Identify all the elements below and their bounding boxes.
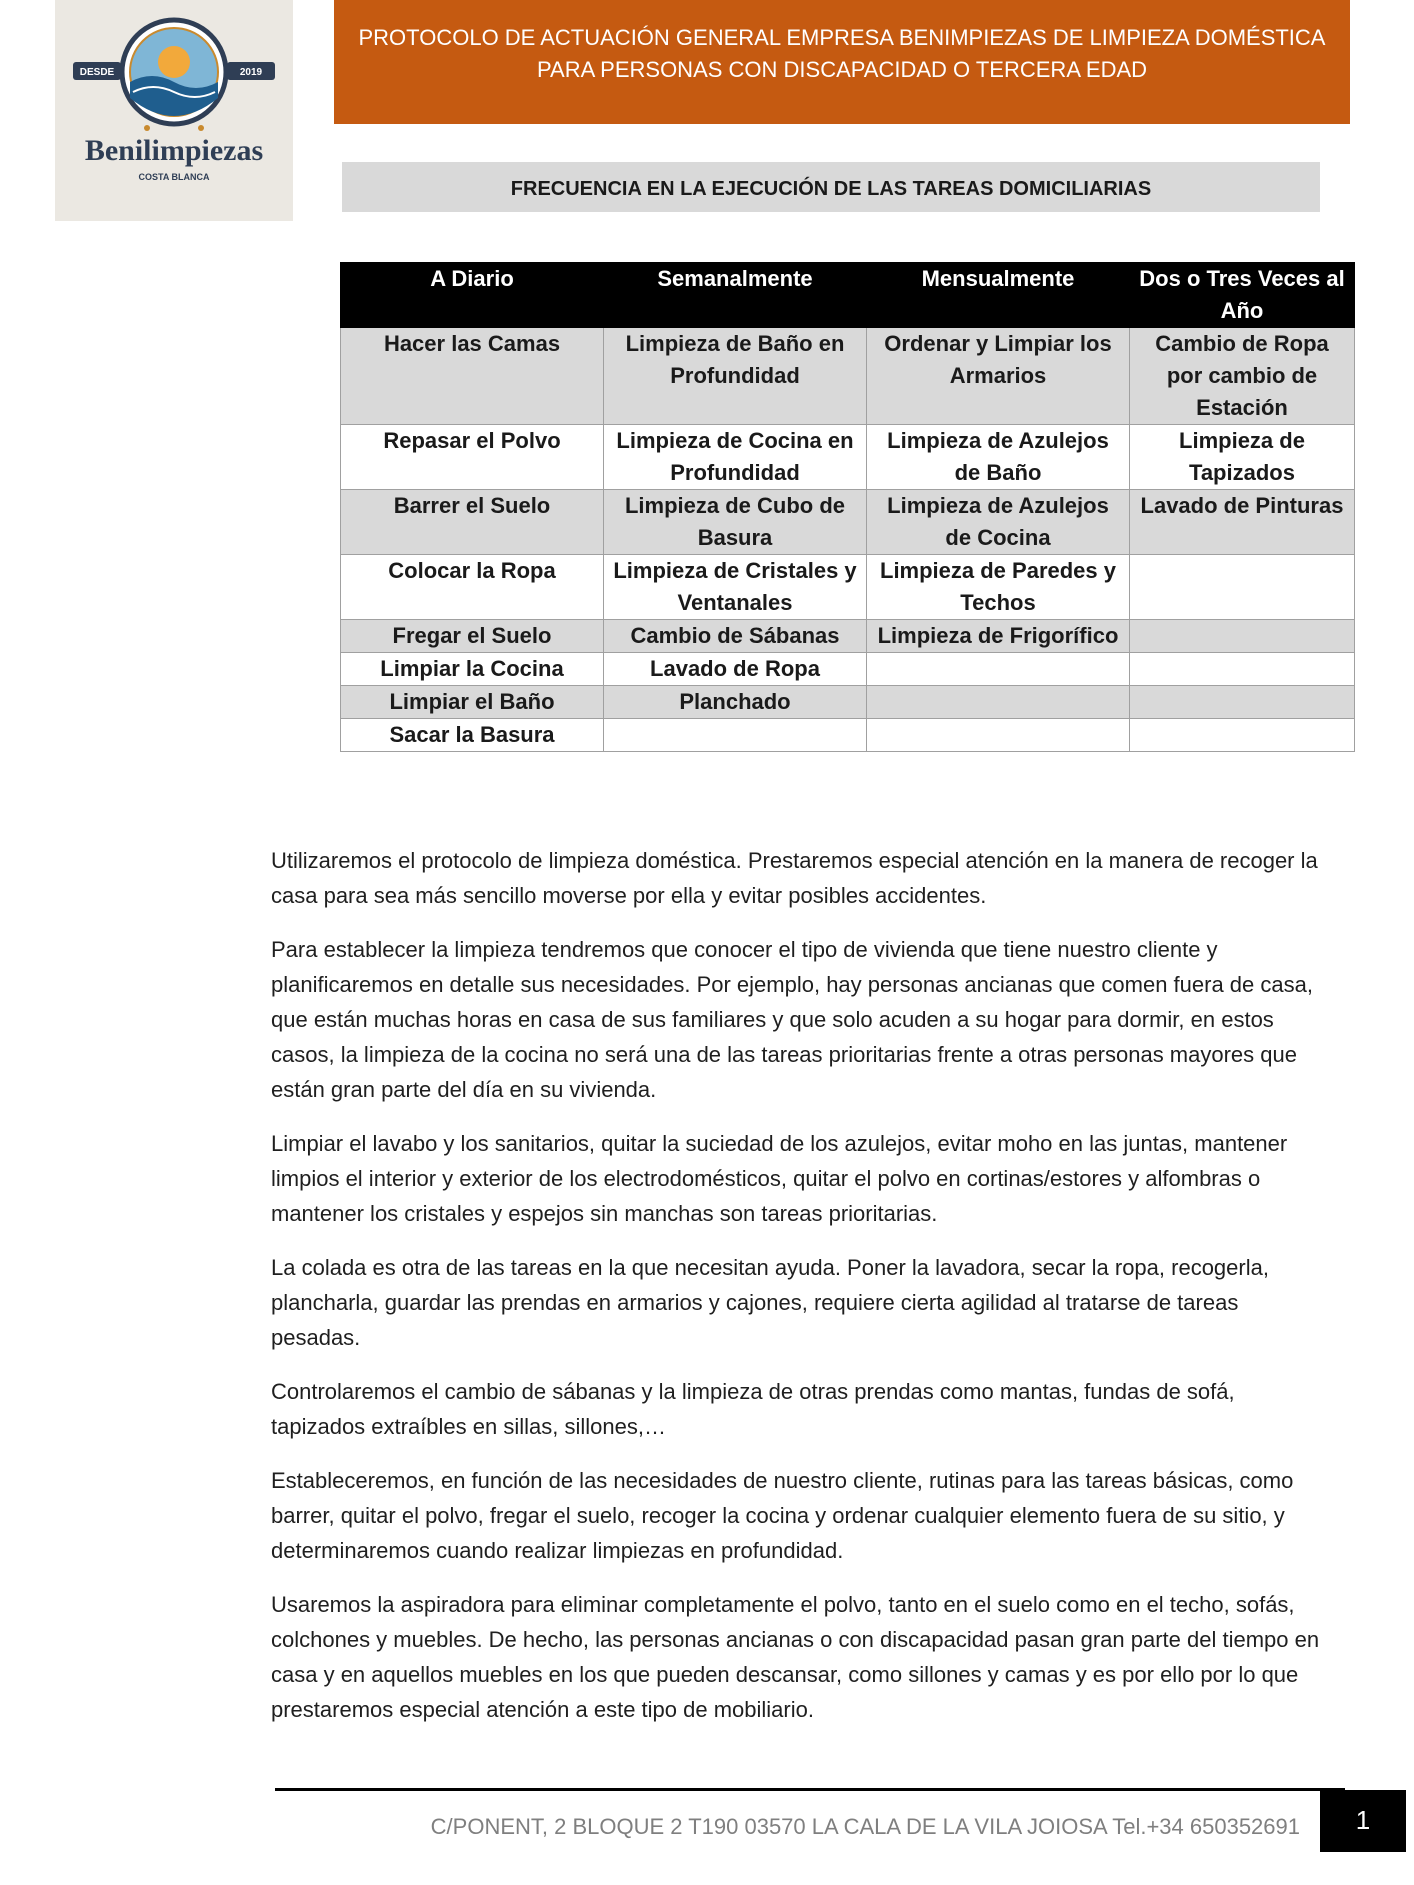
section-title: FRECUENCIA EN LA EJECUCIÓN DE LAS TAREAS DOMICILIARIAS (342, 162, 1320, 212)
paragraph: Utilizaremos el protocolo de limpieza doméstica. Prestaremos especial atención en la manera de recoger la casa para sea más sencillo moverse por ella y evitar posibles accidentes. (271, 848, 1318, 908)
header-banner (334, 0, 1350, 124)
footer-divider (275, 1788, 1345, 1791)
table-row (341, 555, 1355, 620)
sun-icon (158, 46, 190, 78)
table-cell (1130, 653, 1355, 686)
table-cell (867, 653, 1130, 686)
page-number: 1 (1320, 1790, 1406, 1852)
table-cell: Fregar el Suelo (341, 620, 604, 653)
header-line-2: PARA PERSONAS CON DISCAPACIDAD O TERCERA EDAD (536, 57, 1148, 82)
paragraph: Controlaremos el cambio de sábanas y la limpieza de otras prendas como mantas, fundas de sofá, tapizados extraíbles en sillas, sillones,… (271, 1379, 1235, 1439)
table-cell: Limpieza de Cubo de Basura (604, 490, 867, 555)
table-cell: Limpiar la Cocina (341, 653, 604, 686)
table-row (341, 653, 1355, 686)
table-header-cell: Dos o Tres Veces al Año (1130, 263, 1355, 328)
table-cell: Repasar el Polvo (341, 425, 604, 490)
table-header-cell: Semanalmente (604, 263, 867, 328)
table-cell (1130, 686, 1355, 719)
table-cell (1130, 555, 1355, 620)
table-cell: Colocar la Ropa (341, 555, 604, 620)
table-cell: Sacar la Basura (341, 719, 604, 752)
table-header-cell: Mensualmente (867, 263, 1130, 328)
table-cell: Limpieza de Baño en Profundidad (604, 328, 867, 425)
table-header-row (341, 263, 1355, 328)
logo-tagline: COSTA BLANCA (138, 172, 210, 182)
paragraph: Estableceremos, en función de las necesidades de nuestro cliente, rutinas para las tareas básicas, como barrer, quitar el polvo, fregar el suelo, recoger la cocina y ordenar cualquier elemento fuera de su sitio, y determinaremos cuando realizar limpiezas en profundidad. (271, 1468, 1294, 1563)
frequency-table (340, 262, 1355, 752)
table-header-cell: A Diario (341, 263, 604, 328)
body-text (271, 843, 1331, 1746)
table-cell (1130, 620, 1355, 653)
table-cell: Barrer el Suelo (341, 490, 604, 555)
table-row (341, 620, 1355, 653)
table-cell (604, 719, 867, 752)
table-row (341, 425, 1355, 490)
table-row (341, 719, 1355, 752)
table-cell (867, 686, 1130, 719)
company-logo (55, 0, 293, 221)
table-cell: Limpiar el Baño (341, 686, 604, 719)
table-cell: Lavado de Pinturas (1130, 490, 1355, 555)
table-cell: Cambio de Sábanas (604, 620, 867, 653)
table-cell (867, 719, 1130, 752)
table-cell: Limpieza de Tapizados (1130, 425, 1355, 490)
paragraph: La colada es otra de las tareas en la que necesitan ayuda. Poner la lavadora, secar la ropa, recogerla, plancharla, guardar las prendas en armarios y cajones, requiere cierta agilidad al tratarse de tareas pesadas. (271, 1255, 1269, 1350)
table-cell: Ordenar y Limpiar los Armarios (867, 328, 1130, 425)
table-cell: Limpieza de Cristales y Ventanales (604, 555, 867, 620)
table-cell: Limpieza de Frigorífico (867, 620, 1130, 653)
table-row (341, 490, 1355, 555)
table-cell (1130, 719, 1355, 752)
table-cell: Limpieza de Azulejos de Cocina (867, 490, 1130, 555)
table-cell: Cambio de Ropa por cambio de Estación (1130, 328, 1355, 425)
table-cell: Lavado de Ropa (604, 653, 867, 686)
logo-brand: Benilimpiezas (84, 134, 264, 167)
table-cell: Limpieza de Cocina en Profundidad (604, 425, 867, 490)
table-row (341, 328, 1355, 425)
table-cell: Hacer las Camas (341, 328, 604, 425)
paragraph: Limpiar el lavabo y los sanitarios, quitar la suciedad de los azulejos, evitar moho en las juntas, mantener limpios el interior y exterior de los electrodomésticos, quitar el polvo en cortinas/estores y alfombras o mantener los cristales y espejos sin manchas son tareas prioritarias. (271, 1131, 1288, 1226)
logo-year: 2019 (239, 67, 263, 78)
table-row (341, 686, 1355, 719)
table-cell: Limpieza de Azulejos de Baño (867, 425, 1130, 490)
header-line-1: PROTOCOLO DE ACTUACIÓN GENERAL EMPRESA BENIMPIEZAS DE LIMPIEZA DOMÉSTICA (358, 25, 1326, 50)
logo-emblem (55, 0, 293, 221)
paragraph: Usaremos la aspiradora para eliminar completamente el polvo, tanto en el suelo como en el techo, sofás, colchones y muebles. De hecho, las personas ancianas o con discapacidad pasan gran parte del tiempo en casa y en aquellos muebles en los que pueden descansar, como sillones y camas y es por ello por lo que prestaremos especial atención a este tipo de mobiliario. (271, 1592, 1320, 1722)
logo-desde: DESDE (79, 67, 115, 78)
table-cell: Planchado (604, 686, 867, 719)
footer-address: C/PONENT, 2 BLOQUE 2 T190 03570 LA CALA DE LA VILA JOIOSA Tel.+34 650352691 (430, 1814, 1300, 1839)
table-cell: Limpieza de Paredes y Techos (867, 555, 1130, 620)
paragraph: Para establecer la limpieza tendremos que conocer el tipo de vivienda que tiene nuestro cliente y planificaremos en detalle sus necesidades. Por ejemplo, hay personas ancianas que comen fuera de casa, que están muchas horas en casa de sus familiares y que solo acuden a su hogar para dormir, en estos casos, la limpieza de la cocina no será una de las tareas prioritarias frente a otras personas mayores que están gran parte del día en su vivienda. (271, 937, 1313, 1102)
